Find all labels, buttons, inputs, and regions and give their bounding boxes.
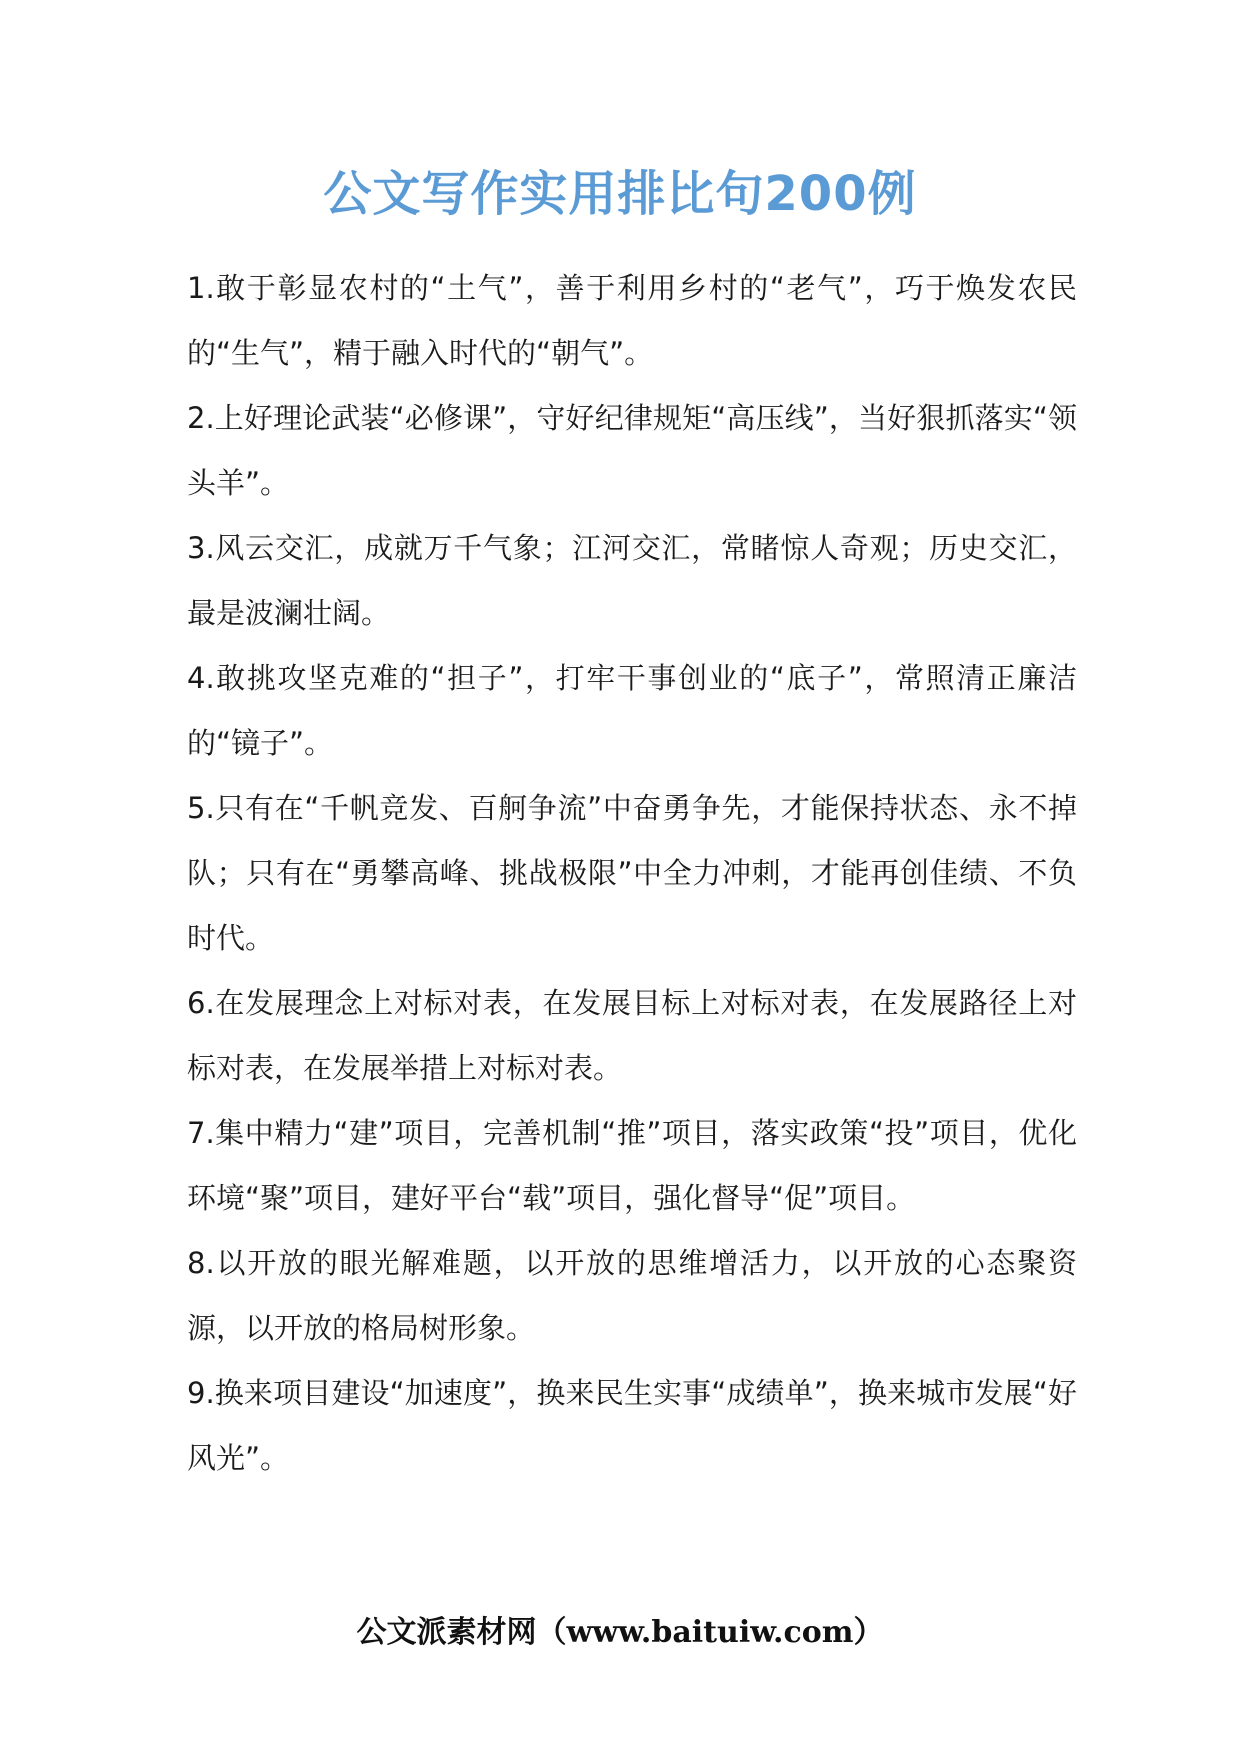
paragraph-7: 7.集中精力“建”项目，完善机制“推”项目，落实政策“投”项目，优化环境“聚”项目，建好平台“载”项目，强化督导“促”项目。 [187, 1116, 1077, 1215]
paragraph-6: 6.在发展理念上对标对表，在发展目标上对标对表，在发展路径上对标对表，在发展举措上对标对表。 [187, 986, 1077, 1085]
paragraph-4: 4.敢挑攻坚克难的“担子”，打牢干事创业的“底子”，常照清正廉洁的“镜子”。 [187, 661, 1077, 760]
paragraph-3: 3.风云交汇，成就万千气象；江河交汇，常睹惊人奇观；历史交汇，最是波澜壮阔。 [187, 531, 1077, 630]
document-footer: 公文派素材网（www.baituiw.com） [356, 1615, 884, 1650]
paragraph-9: 9.换来项目建设“加速度”，换来民生实事“成绩单”，换来城市发展“好风光”。 [187, 1376, 1077, 1475]
paragraph-1: 1.敢于彰显农村的“土气”，善于利用乡村的“老气”，巧于焕发农民的“生气”，精于融入时代的“朝气”。 [187, 271, 1077, 370]
paragraph-8: 8.以开放的眼光解难题，以开放的思维增活力，以开放的心态聚资源，以开放的格局树形象。 [187, 1246, 1077, 1345]
paragraph-2: 2.上好理论武装“必修课”，守好纪律规矩“高压线”，当好狠抓落实“领头羊”。 [187, 401, 1077, 500]
paragraph-5: 5.只有在“千帆竞发、百舸争流”中奋勇争先，才能保持状态、永不掉队；只有在“勇攀高峰、挑战极限”中全力冲刺，才能再创佳绩、不负时代。 [187, 791, 1077, 955]
document-body [187, 256, 1077, 1491]
document-title: 公文写作实用排比句200例 [323, 166, 917, 222]
